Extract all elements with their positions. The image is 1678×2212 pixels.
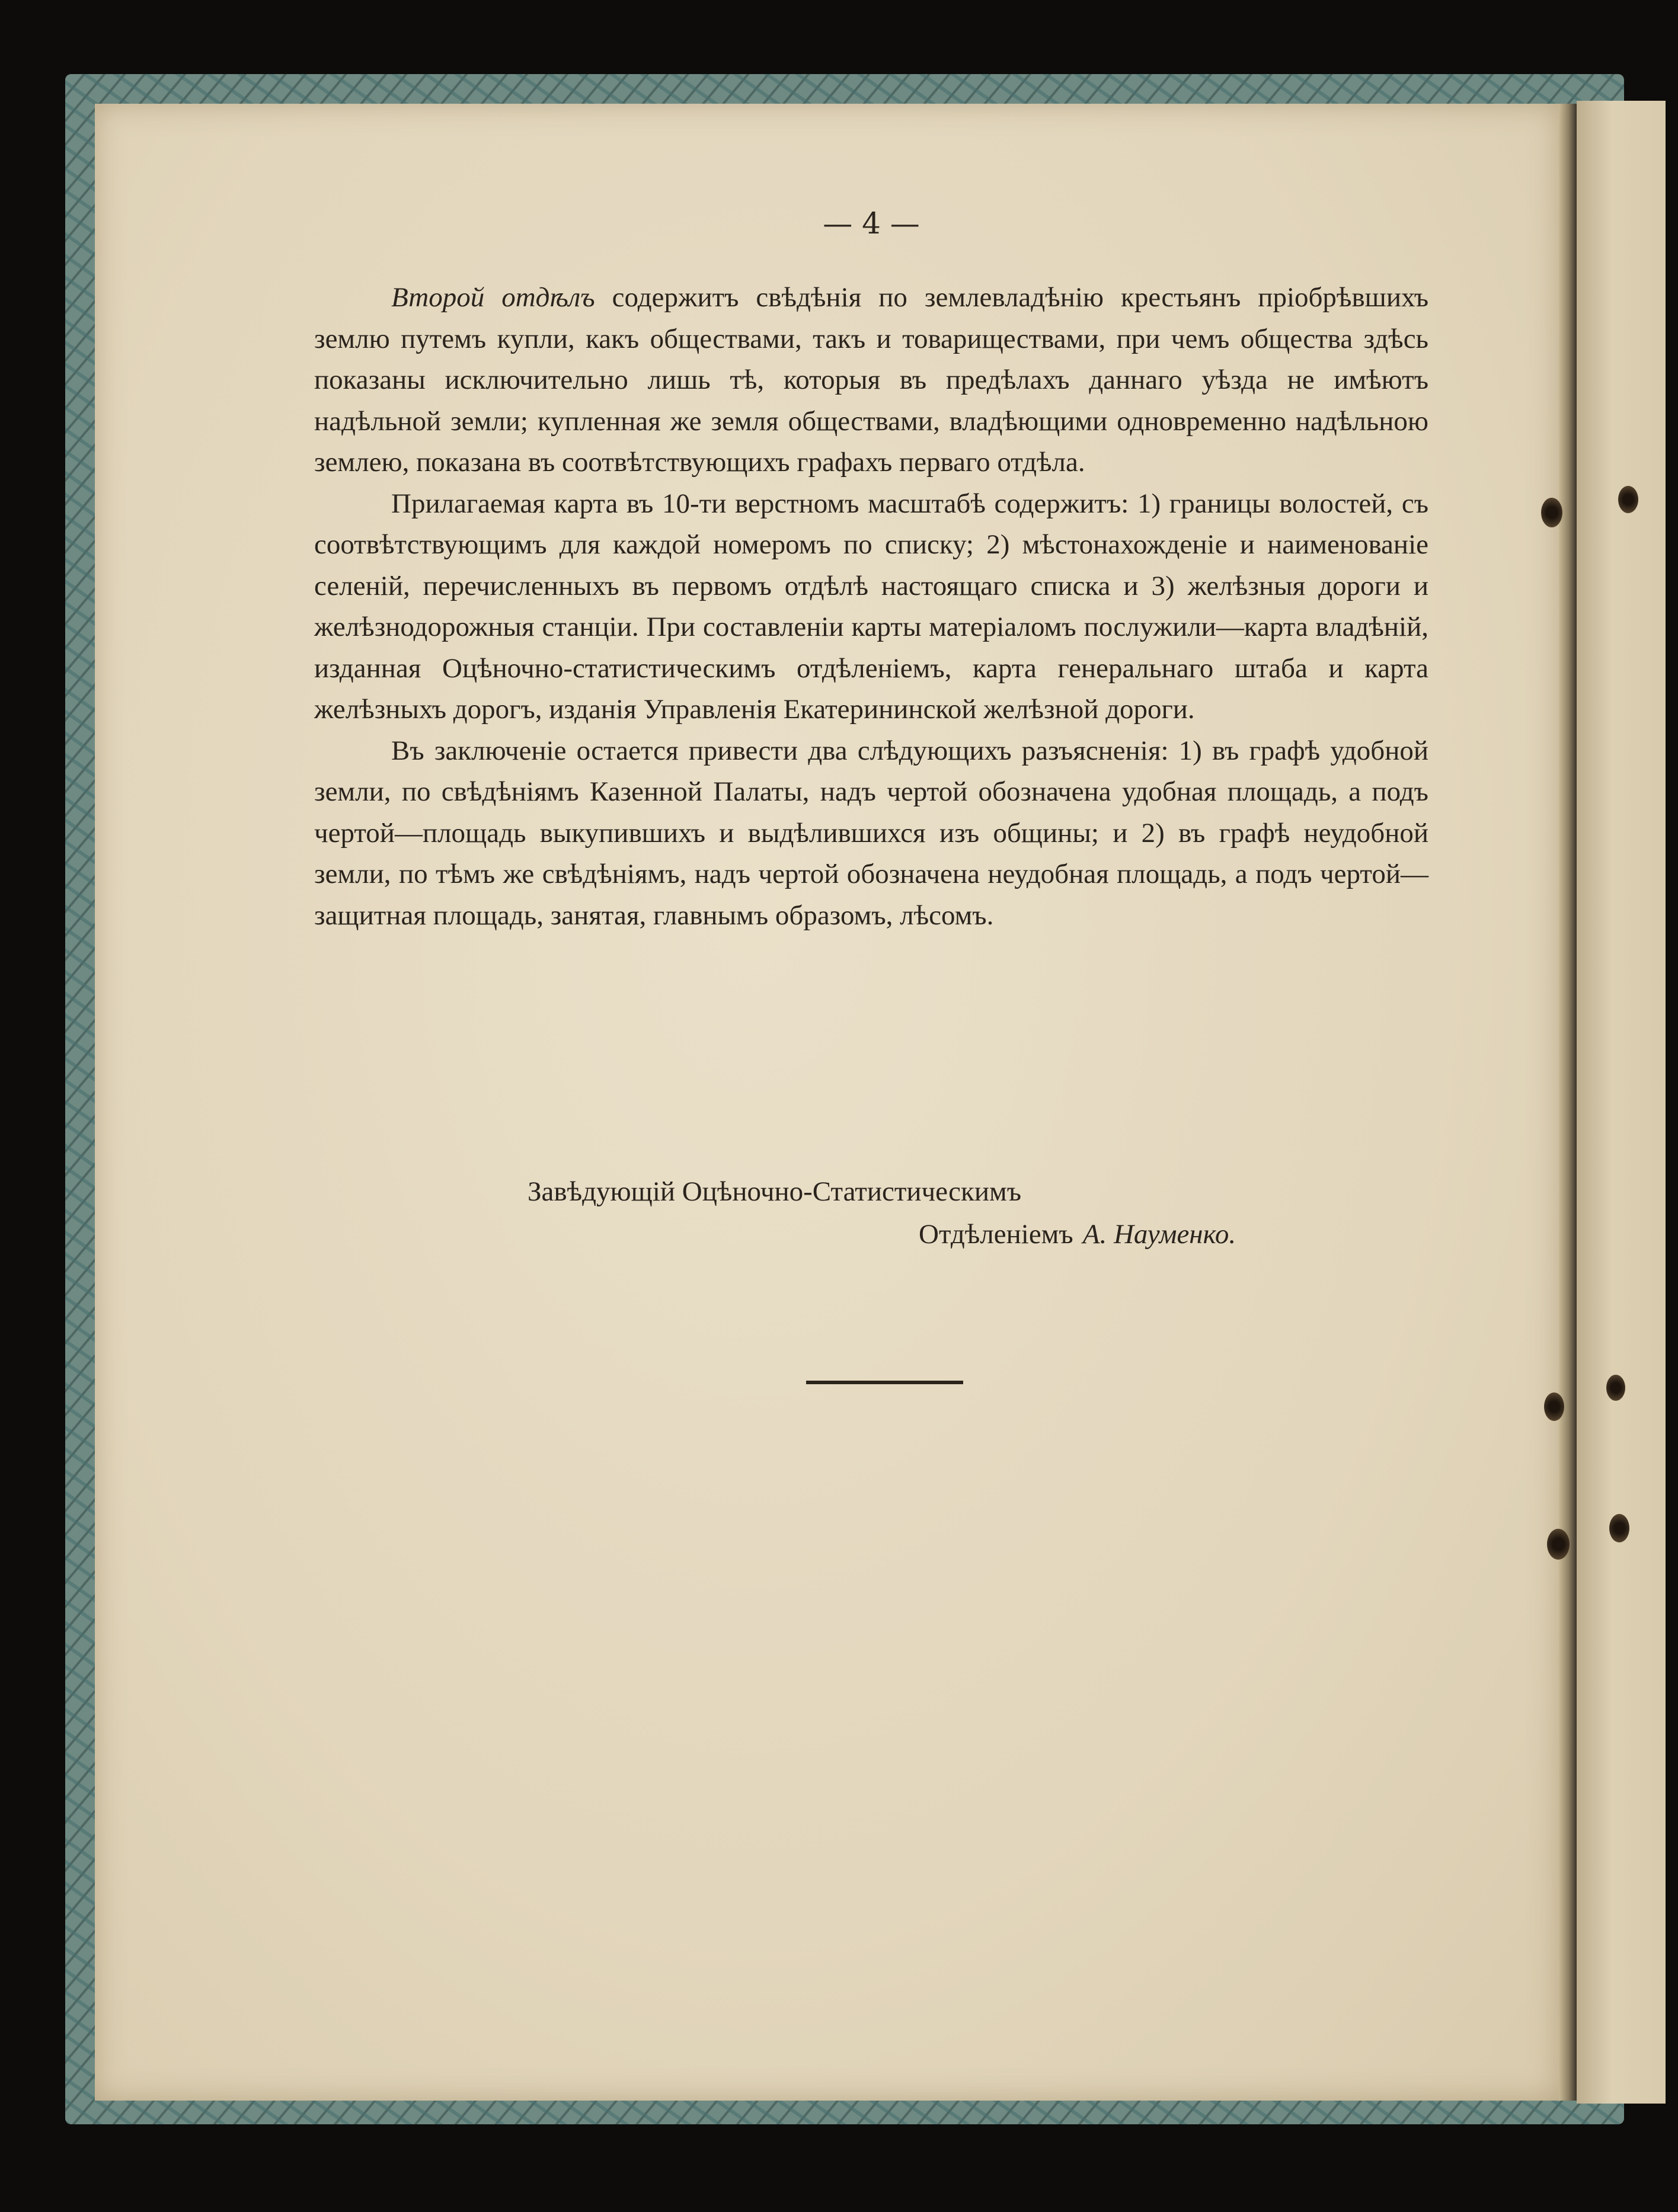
body-text xyxy=(314,277,1428,936)
signatory-line xyxy=(919,1213,1236,1256)
paragraph-2: Прилагаемая карта въ 10-ти верстномъ масштабѣ содержитъ: 1) границы волостей, съ соотвѣтствующимъ для каждой номеромъ по списку; 2) мѣстонахожденіе и наименованіе селеній, перечисленныхъ въ первомъ отдѣлѣ настоящаго списка и 3) желѣзныя дороги и желѣзнодорожныя станціи. При составленіи карты матеріаломъ послужили—карта владѣній, изданная Оцѣночно-статистическимъ отдѣленіемъ, карта генеральнаго штаба и карта желѣзныхъ дорогъ, изданія Управленія Екатерининской желѣзной дороги. xyxy=(314,488,1428,725)
binding-hole xyxy=(1618,486,1638,513)
signatory-title: Завѣдующій Оцѣночно-Статистическимъ xyxy=(528,1176,1022,1207)
facing-page-edge xyxy=(1577,101,1666,2104)
binding-hole xyxy=(1606,1375,1625,1401)
binding-hole xyxy=(1541,498,1562,527)
page-number: — 4 — xyxy=(823,206,920,241)
page-gutter xyxy=(1559,104,1577,2101)
binding-hole xyxy=(1609,1514,1629,1542)
binding-hole xyxy=(1547,1529,1570,1560)
section-lead: Второй отдѣлъ xyxy=(391,282,595,313)
paragraph-1-text: содержитъ свѣдѣнія по землевладѣнію крестьянъ пріобрѣвшихъ землю путемъ купли, какъ обществами, такъ и товариществами, при чемъ общества здѣсь показаны исключительно лишь тѣ, которыя въ предѣлахъ даннаго уѣзда не имѣютъ надѣльной земли; купленная же земля обществами, владѣющими одновременно надѣльною землею, показана въ соотвѣтствующихъ графахъ перваго отдѣла. xyxy=(314,282,1429,478)
paragraph-1 xyxy=(314,277,1428,484)
signatory-department: Отдѣленіемъ xyxy=(919,1219,1073,1250)
paragraph-3: Въ заключеніе остается привести два слѣдующихъ разъясненія: 1) въ графѣ удобной земли, по свѣдѣніямъ Казенной Палаты, надъ чертой обозначена удобная площадь, а подъ чертой—площадь выкупившихъ и выдѣлившихся изъ общины; и 2) въ графѣ неудобной земли, по тѣмъ же свѣдѣніямъ, надъ чертой обозначена неудобная площадь, а подъ чертой—защитная площадь, занятая, главнымъ образомъ, лѣсомъ. xyxy=(314,735,1428,931)
closing-rule xyxy=(806,1381,963,1384)
binding-hole xyxy=(1544,1392,1564,1421)
signatory-name: А. Науменко. xyxy=(1082,1219,1236,1250)
